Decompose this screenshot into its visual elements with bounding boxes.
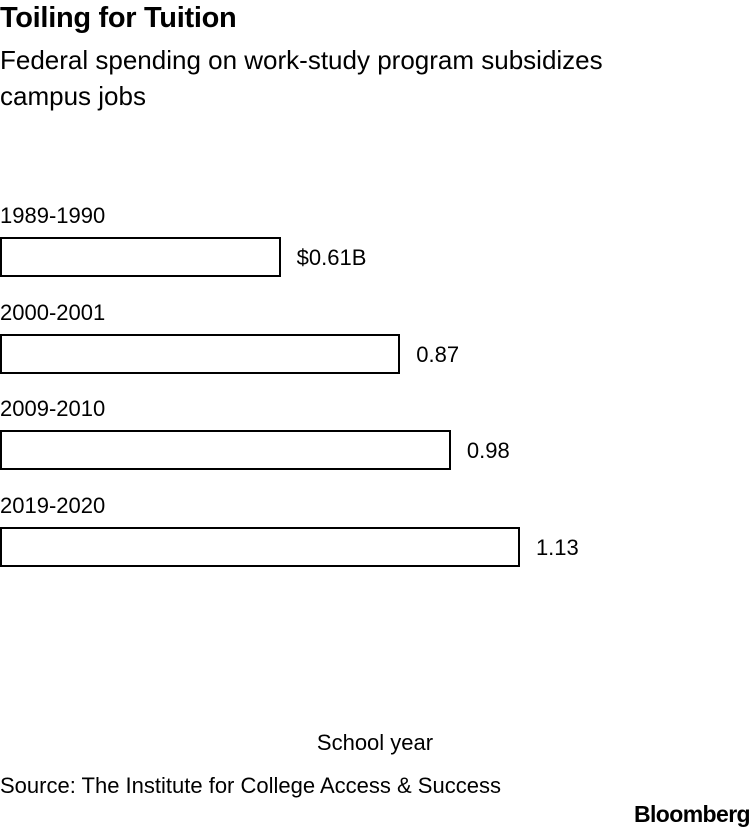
value-label: 1.13 [535, 535, 579, 561]
category-label: 2009-2010 [0, 396, 106, 422]
source-note: Source: The Institute for College Access & Success [0, 773, 501, 798]
chart-subtitle: Federal spending on work-study program subsidizes campus jobs [0, 45, 603, 111]
category-label: 2000-2001 [0, 299, 106, 325]
category-label: 2019-2020 [0, 493, 106, 519]
bar [0, 430, 451, 470]
bar [0, 527, 520, 567]
brand-logo: Bloomberg [634, 801, 750, 827]
value-label: 0.87 [416, 341, 460, 367]
category-label: 1989-1990 [0, 203, 106, 228]
chart-title: Toiling for Tuition [0, 2, 237, 34]
value-label: $0.61B [296, 245, 367, 270]
bar [0, 334, 400, 374]
value-label: 0.98 [466, 438, 510, 464]
bar [0, 237, 281, 277]
axis-label: School year [316, 730, 434, 755]
